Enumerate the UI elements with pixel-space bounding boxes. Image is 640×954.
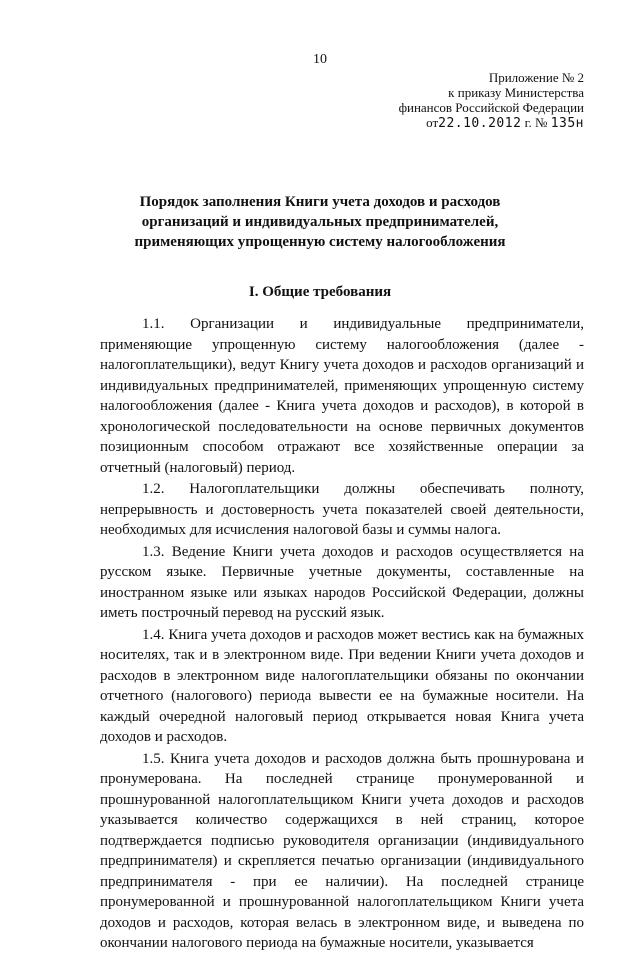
order-number: 135н [550,116,584,131]
paragraph-1-2: 1.2. Налогоплательщики должны обеспечивать полноту, непрерывность и достоверность учета показателей своей деятельности, необходимых для исчисления налоговой базы и суммы налога. [100,481,584,538]
appendix-ministry: финансов Российской Федерации [398,100,584,115]
section-heading: I. Общие требования [248,284,392,300]
appendix-block [399,70,584,131]
paragraph-1-1: 1.1. Организации и индивидуальные предприниматели, применяющие упрощенную систему налогообложения (далее - налогоплательщики), ведут Книгу учета доходов и расходов организаций и индивидуальных предпринимателей, применяющих упрощенную систему налогообложения (далее - Книга учета доходов и расходов), в которой в хронологической последовательности на основе первичных документов позиционным способом отражают все хозяйственные операции за отчетный (налоговый) период. [100,316,584,476]
page-number: 10 [313,52,327,67]
document-title: Порядок заполнения Книги учета доходов и расходов организаций и индивидуальных предпринимателей, применяющих упрощенную систему налогообложения [134,194,506,250]
paragraph-1-4: 1.4. Книга учета доходов и расходов может вестись как на бумажных носителях, так и в электронном виде. При ведении Книги учета доходов и расходов в электронном виде налогоплательщики обязаны по окончании отчетного (налогового) периода вывести ее на бумажные носители. На каждый очередной налоговый период открывается новая Книга учета доходов и расходов. [100,626,584,745]
paragraph-1-5: 1.5. Книга учета доходов и расходов должна быть прошнурована и пронумерована. На последней странице пронумерованной и прошнурованной налогоплательщиком Книги учета доходов и расходов указывается количество содержащихся в ней страниц, которое подтверждается подписью руководителя организации (индивидуального предпринимателя) и скрепляется печатью организации (индивидуального предпринимателя - при ее наличии). На последней странице пронумерованной и прошнурованной налогоплательщиком Книги учета доходов и расходов, которая велась в электронном виде, и выведена по окончании налогового периода на бумажные носители, указывается [100,750,584,951]
appendix-order-line [399,115,584,131]
order-number-label: г. № [521,115,551,130]
order-date-prefix: от [426,115,439,130]
paragraph-1-3: 1.3. Ведение Книги учета доходов и расходов осуществляется на русском языке. Первичные учетные документы, составленные на иностранном языке или языках народов Российской Федерации, должны иметь построчный перевод на русский язык. [100,543,584,621]
order-date: 22.10.2012 [438,116,522,131]
document-body [100,314,584,954]
appendix-title: Приложение № 2 [488,70,584,85]
appendix-order-ref: к приказу Министерства [448,85,584,100]
